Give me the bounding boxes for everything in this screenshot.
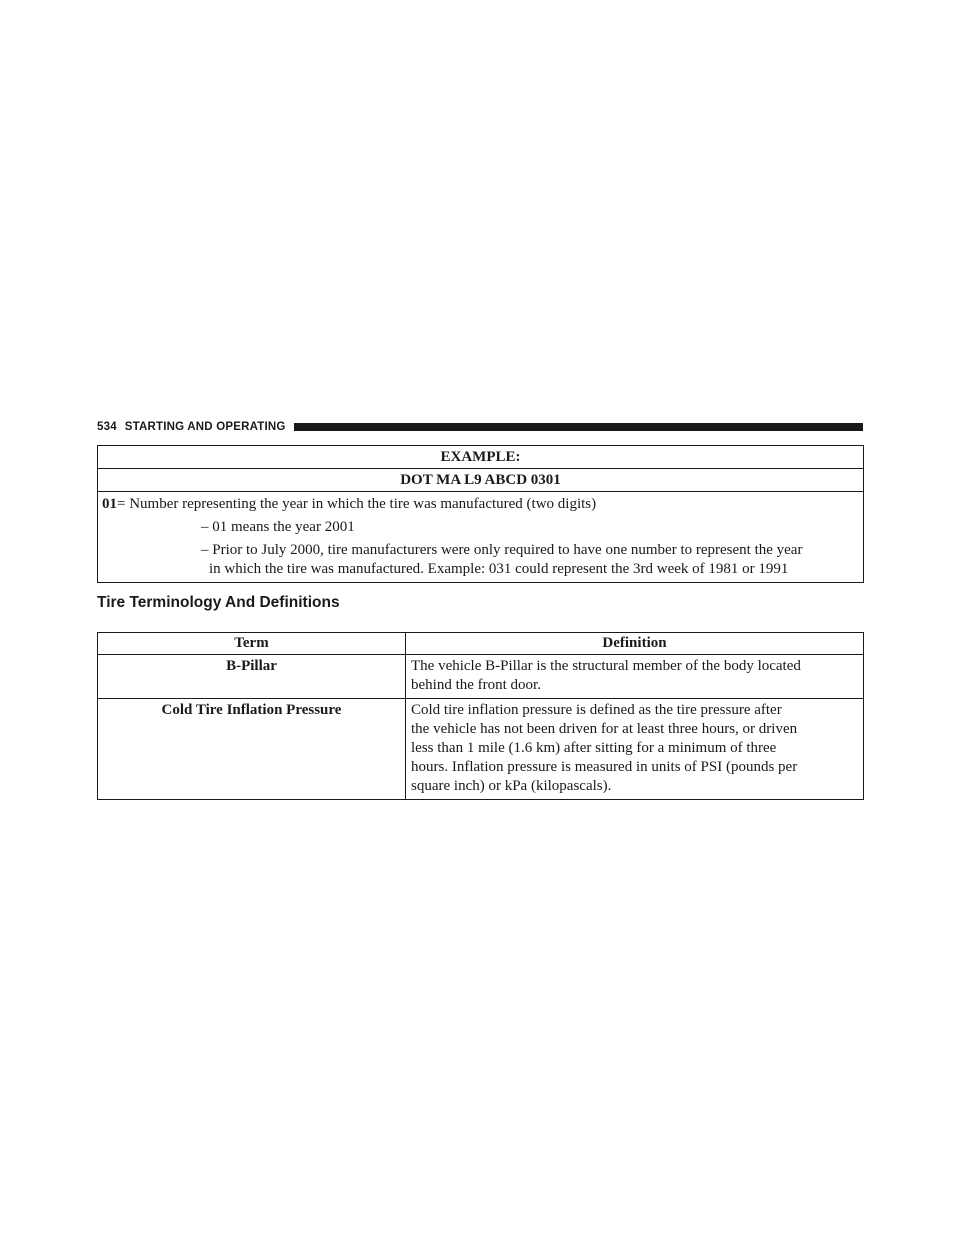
terms-table xyxy=(97,632,864,800)
example-bullet-2-line-2: in which the tire was manufactured. Example: 031 could represent the 3rd week of 1981 or 1991 xyxy=(209,561,789,577)
table-row xyxy=(98,655,864,699)
table-row xyxy=(98,699,864,800)
definition-line: Cold tire inflation pressure is defined as the tire pressure after xyxy=(411,702,782,718)
column-header-definition: Definition xyxy=(406,633,864,655)
example-title: EXAMPLE: xyxy=(98,446,864,469)
example-lead xyxy=(102,495,863,514)
column-header-term: Term xyxy=(98,633,406,655)
example-lead-text: = Number representing the year in which the tire was manufactured (two digits) xyxy=(117,496,597,512)
section-title: STARTING AND OPERATING xyxy=(124,421,286,433)
term-cell: Cold Tire Inflation Pressure xyxy=(98,699,406,800)
example-lead-code: 01 xyxy=(102,496,117,512)
definition-line: hours. Inflation pressure is measured in units of PSI (pounds per xyxy=(411,759,798,775)
page-header xyxy=(97,419,863,435)
definition-line: square inch) or kPa (kilopascals). xyxy=(411,778,612,794)
definition-line: behind the front door. xyxy=(411,677,541,693)
definition-line: the vehicle has not been driven for at least three hours, or driven xyxy=(411,721,798,737)
definition-cell xyxy=(406,655,864,699)
definition-line: The vehicle B-Pillar is the structural member of the body located xyxy=(411,658,801,674)
page-number: 534 xyxy=(97,421,117,433)
term-cell: B-Pillar xyxy=(98,655,406,699)
example-explanation xyxy=(98,492,864,583)
section-heading: Tire Terminology And Definitions xyxy=(97,594,340,611)
terms-header-row xyxy=(98,633,864,655)
definition-cell xyxy=(406,699,864,800)
definition-line: less than 1 mile (1.6 km) after sitting for a minimum of three xyxy=(411,740,777,756)
example-code: DOT MA L9 ABCD 0301 xyxy=(98,469,864,492)
example-bullet-2-line-1: – Prior to July 2000, tire manufacturers were only required to have one number to represent the year xyxy=(201,542,803,558)
example-table xyxy=(97,445,864,583)
header-rule xyxy=(294,423,863,431)
example-bullet-1: – 01 means the year 2001 xyxy=(201,519,355,535)
